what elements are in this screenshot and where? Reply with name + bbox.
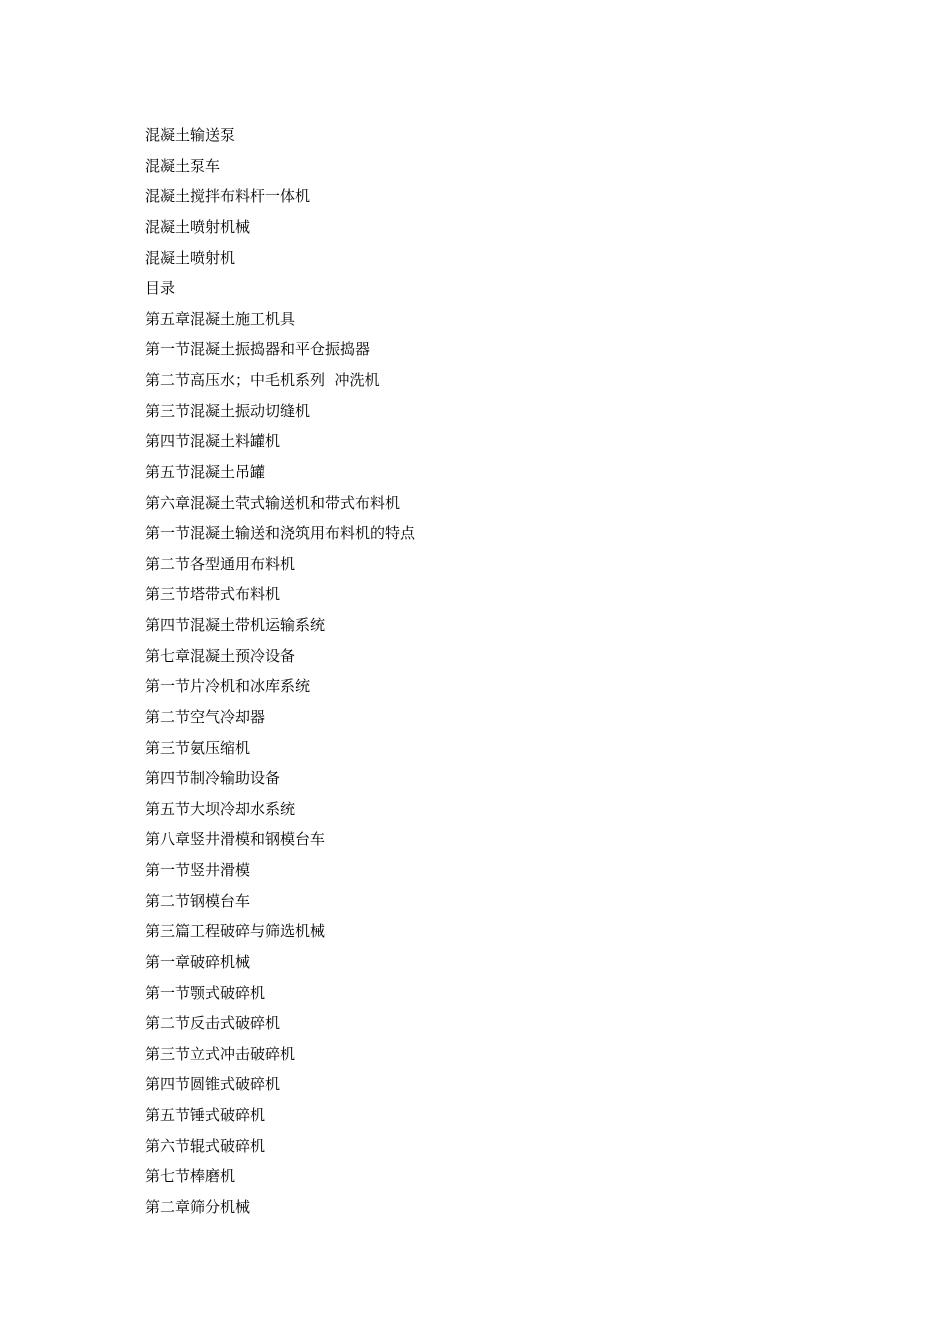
toc-section: 第四节混凝土带机运输系统	[145, 616, 326, 634]
toc-section: 第一节竖井滑模	[145, 861, 251, 879]
toc-section: 第五节锤式破碎机	[145, 1106, 266, 1124]
toc-section: 第五节混凝土吊罐	[145, 462, 266, 481]
toc-chapter: 第八章竖井滑模和钢模台车	[145, 830, 326, 849]
text-line: 混凝土搅拌布料杆一体机	[145, 187, 311, 206]
toc-section: 第三节混凝土振动切缝机	[145, 401, 311, 420]
toc-section: 第三节氨压缩机	[145, 738, 251, 757]
toc-section: 第七节棒磨机	[145, 1167, 236, 1186]
toc-section: 第一节片冷机和冰库系统	[145, 677, 311, 696]
toc-section: 第四节混凝土料罐机	[145, 432, 281, 451]
toc-part: 第三篇工程破碎与筛选机械	[145, 922, 326, 941]
text-line-list	[145, 120, 415, 1223]
toc-section: 第四节制冷输助设备	[145, 769, 281, 788]
text-line: 混凝土喷射机械	[145, 217, 251, 236]
toc-section: 第一节混凝土振捣器和平仓振捣器	[145, 340, 371, 359]
toc-section: 第六节辊式破碎机	[145, 1136, 266, 1155]
toc-section: 第二节空气冷却器	[145, 707, 266, 726]
toc-section: 第一节混凝土输送和浇筑用布料机的特点	[145, 524, 416, 543]
toc-chapter: 第五章混凝土施工机具	[145, 309, 296, 328]
text-line: 混凝土喷射机	[145, 248, 236, 267]
toc-section: 第一节颚式破碎机	[145, 983, 266, 1002]
toc-chapter: 第二章筛分机械	[145, 1197, 251, 1216]
toc-section: 第三节立式冲击破碎机	[145, 1044, 296, 1063]
toc-section: 第二节反击式破碎机	[145, 1014, 281, 1033]
toc-section: 第二节钢模台车	[145, 891, 251, 910]
text-line: 混凝土输送泵	[145, 126, 236, 144]
toc-section: 第三节塔带式布料机	[145, 585, 281, 604]
toc-chapter: 第六章混凝土茕式输送机和带式布料机	[145, 493, 401, 512]
toc-chapter: 第一章破碎机械	[145, 952, 251, 971]
text-line: 混凝土泵车	[145, 156, 221, 175]
toc-section: 第二节高压水；中毛机系列 冲洗机	[145, 371, 380, 389]
toc-chapter: 第七章混凝土预冷设备	[145, 646, 296, 665]
toc-section: 第二节各型通用布料机	[145, 554, 296, 573]
toc-section: 第四节圆锥式破碎机	[145, 1075, 281, 1094]
toc-heading: 目录	[145, 279, 176, 298]
toc-section: 第五节大坝冷却水系统	[145, 799, 296, 818]
